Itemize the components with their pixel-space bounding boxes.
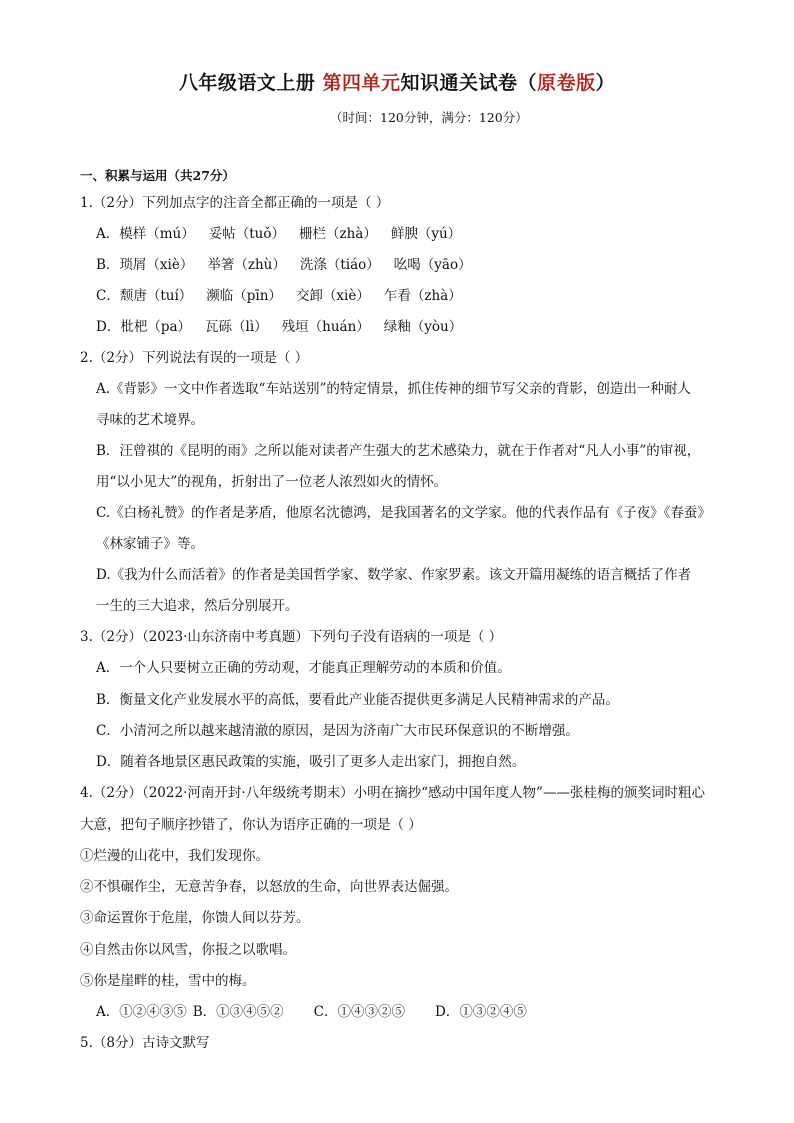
option-term: 妥帖（tuǒ） (208, 226, 285, 242)
question-4-option-a: A．①②④③⑤ (96, 1004, 187, 1020)
title-grade: 八年级语文上册 (178, 72, 323, 94)
question-2-option-a-line1: A.《背影》一文中作者选取“车站送别”的特定情景，抓住传神的细节写父亲的背影，创造出一种耐人 (96, 381, 691, 397)
question-1-stem: 1.（2分）下列加点字的注音全都正确的一项是（ ） (80, 195, 390, 211)
option-term: 吆喝（yāo） (393, 257, 472, 273)
question-4-sentence-1: ①烂漫的山花中，我们发现你。 (80, 848, 269, 864)
section-heading: 一、积累与运用（共27分） (80, 168, 235, 183)
question-3-option-d: D．随着各地景区惠民政策的实施，吸引了更多人走出家门，拥抱自然。 (96, 754, 526, 770)
option-term: 举箸（zhù） (207, 257, 286, 273)
title-version: 原卷版 (537, 72, 596, 94)
option-term: D．枇杷（pa） (96, 319, 192, 335)
question-4-option-c: C．①④③②⑤ (313, 1004, 406, 1020)
option-term: B．琐屑（xiè） (96, 257, 194, 273)
question-4-sentence-2: ②不惧碾作尘，无意苦争春，以怒放的生命，向世界表达倔强。 (80, 879, 458, 895)
option-term: 绿釉（yòu） (383, 319, 463, 335)
question-4-sentence-4: ④自然击你以风雪，你报之以歌唱。 (80, 942, 296, 958)
option-term: 乍看（zhà） (383, 288, 462, 304)
option-term: 交卸（xiè） (295, 288, 370, 304)
option-term: 鲜腴（yú） (390, 226, 462, 242)
question-3-option-c: C．小清河之所以越来越清澈的原因，是因为济南广大市民环保意识的不断增强。 (96, 723, 579, 739)
exam-time-score: （时间：120分钟，满分：120分） (330, 110, 528, 125)
question-2-option-a-line2: 寻味的艺术境界。 (96, 412, 204, 428)
option-term: 洗涤（tiáo） (299, 257, 380, 273)
question-3-option-a: A．一个人只要树立正确的劳动观，才能真正理解劳动的本质和价值。 (96, 660, 511, 676)
question-5-stem: 5.（8分）古诗文默写 (80, 1035, 210, 1051)
title-main: 知识通关试卷（ (400, 72, 538, 94)
question-1-option-b (96, 255, 472, 275)
question-4-option-b: B．①③④⑤② (192, 1004, 284, 1020)
question-2-stem: 2.（2分）下列说法有误的一项是（ ） (80, 350, 309, 366)
question-4-option-d: D．①③②④⑤ (435, 1004, 527, 1020)
question-1-option-a (96, 224, 461, 244)
option-term: 残垣（huán） (281, 319, 370, 335)
question-4-sentence-5: ⑤你是崖畔的桂，雪中的梅。 (80, 973, 256, 989)
option-term: 瓦砾（lì） (205, 319, 268, 335)
question-3-stem: 3.（2分）（2023·山东济南中考真题）下列句子没有语病的一项是（ ） (80, 629, 503, 645)
question-4-stem-line2: 大意，把句子顺序抄错了，你认为语序正确的一项是（ ） (80, 817, 422, 833)
title-close: ） (595, 72, 616, 94)
option-term: 栅栏（zhà） (299, 226, 377, 242)
question-4-sentence-3: ③命运置你于危崖，你馈人间以芬芳。 (80, 910, 310, 926)
question-4-stem-line1: 4.（2分）（2022·河南开封·八年级统考期末）小明在摘抄“感动中国年度人物”——张桂梅的颁奖词时粗心 (80, 785, 705, 801)
question-2-option-c-line2: 《林家铺子》等。 (96, 536, 204, 552)
option-term: C．颓唐（tuí） (96, 288, 193, 304)
option-term: A．模样（mú） (96, 226, 195, 242)
title-unit: 第四单元 (322, 72, 401, 94)
question-2-option-d-line1: D.《我为什么而活着》的作者是美国哲学家、数学家、作家罗素。该文开篇用凝练的语言概括了作者 (96, 567, 692, 583)
question-2-option-c-line1: C.《白杨礼赞》的作者是茅盾，他原名沈德鸿，是我国著名的文学家。他的代表作品有《子夜》《春蚕》 (96, 505, 711, 521)
question-4-options (96, 1002, 527, 1022)
question-1-option-d (96, 317, 462, 337)
question-1-option-c (96, 286, 462, 306)
question-2-option-b-line2: 用“以小见大”的视角，折射出了一位老人浓烈如火的情怀。 (96, 474, 448, 490)
question-3-option-b: B．衡量文化产业发展水平的高低，要看此产业能否提供更多满足人民精神需求的产品。 (96, 692, 619, 708)
option-term: 濒临（pīn） (206, 288, 282, 304)
question-2-option-b-line1: B．汪曾祺的《昆明的雨》之所以能对读者产生强大的艺术感染力，就在于作者对“凡人小事”的审视， (96, 443, 701, 459)
question-2-option-d-line2: 一生的三大追求，然后分别展开。 (96, 598, 299, 614)
page-title (0, 68, 794, 95)
